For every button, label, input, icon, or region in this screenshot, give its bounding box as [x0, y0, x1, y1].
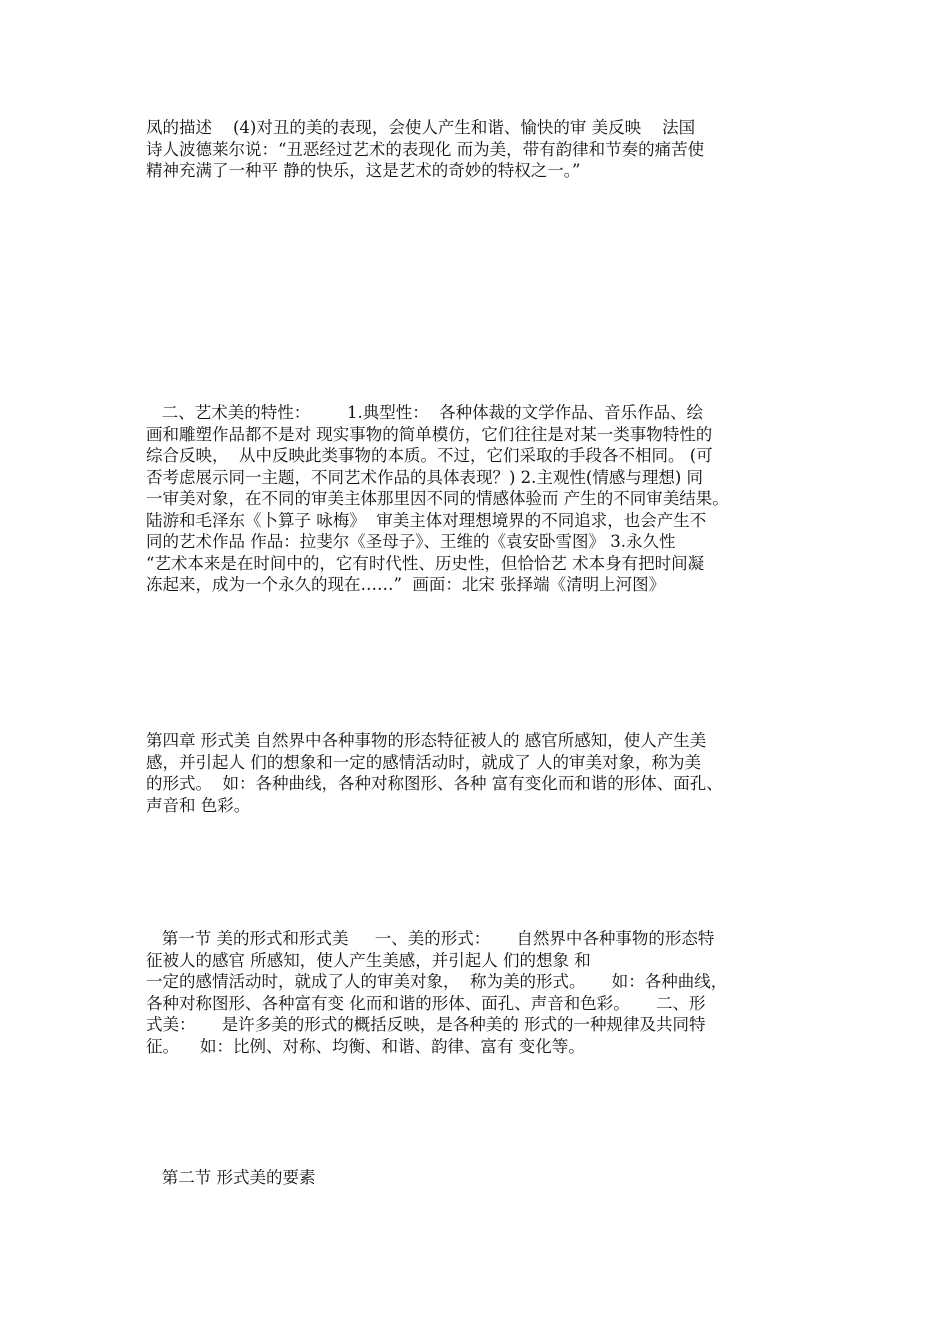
section-heading-two [146, 1167, 816, 1189]
text-line: 各种对称图形、各种富有变 化而和谐的形体、面孔、声音和色彩。 二、形 [146, 993, 706, 1013]
text-line: 同的艺术作品 作品：拉斐尔《圣母子》、王维的《袁安卧雪图》 3.永久性 [146, 532, 676, 551]
text-line: 冻起来，成为一个永久的现在……” 画面：北宋 张择端《清明上河图》 [146, 575, 666, 594]
text-line: 征。 如：比例、对称、均衡、和谐、韵律、富有 变化等。 [146, 1036, 585, 1056]
text-line: 二、艺术美的特性： 1.典型性： 各种体裁的文学作品、音乐作品、绘 [146, 403, 704, 422]
text-line: 否考虑展示同一主题，不同艺术作品的具体表现？) 2.主观性(情感与理想) 同 [146, 467, 704, 487]
text-line: 征被人的感官 所感知，使人产生美感，并引起人 们的想象 和 [146, 950, 591, 970]
text-line: 第一节 美的形式和形式美 一、美的形式： 自然界中各种事物的形态特 [146, 929, 715, 948]
text-line: 的形式。 如：各种曲线，各种对称图形、各种 富有变化而和谐的形体、面孔、 [146, 774, 723, 793]
paragraph-ugliness-beauty [146, 117, 816, 182]
text-line: 精神充满了一种平 静的快乐，这是艺术的奇妙的特权之一。” [146, 161, 581, 180]
text-line: 陆游和毛泽东《卜算子 咏梅》 审美主体对理想境界的不同追求，也会产生不 [146, 510, 707, 530]
text-line: 第四章 形式美 自然界中各种事物的形态特征被人的 感官所感知，使人产生美 [146, 731, 707, 750]
text-line: 画和雕塑作品都不是对 现实事物的简单模仿，它们往往是对某一类事物特性的 [146, 424, 713, 444]
text-line: 综合反映， 从中反映此类事物的本质。不过，它们采取的手段各不相同。 (可 [146, 446, 713, 465]
text-line: “艺术本来是在时间中的，它有时代性、历史性，但恰恰艺 术本身有把时间凝 [146, 553, 705, 573]
text-line: 一定的感情活动时，就成了人的审美对象， 称为美的形式。 如：各种曲线， [146, 972, 728, 991]
text-line: 声音和 色彩。 [146, 795, 251, 815]
text-line: 式美： 是许多美的形式的概括反映，是各种美的 形式的一种规律及共同特 [146, 1015, 706, 1034]
text-line: 第二节 形式美的要素 [146, 1168, 316, 1187]
text-line: 凤的描述 (4)对丑的美的表现，会使人产生和谐、愉快的审 美反映 法国 [146, 118, 696, 137]
paragraph-art-beauty-characteristics [146, 402, 816, 596]
text-line: 一审美对象，在不同的审美主体那里因不同的情感体验而 产生的不同审美结果。 [146, 489, 729, 508]
text-line: 诗人波德莱尔说：“丑恶经过艺术的表现化 而为美，带有韵律和节奏的痛苦使 [146, 139, 705, 159]
text-line: 感，并引起人 们的想象和一定的感情活动时，就成了 人的审美对象，称为美 [146, 752, 701, 772]
paragraph-chapter-four [146, 730, 816, 816]
paragraph-section-one [146, 928, 816, 1057]
